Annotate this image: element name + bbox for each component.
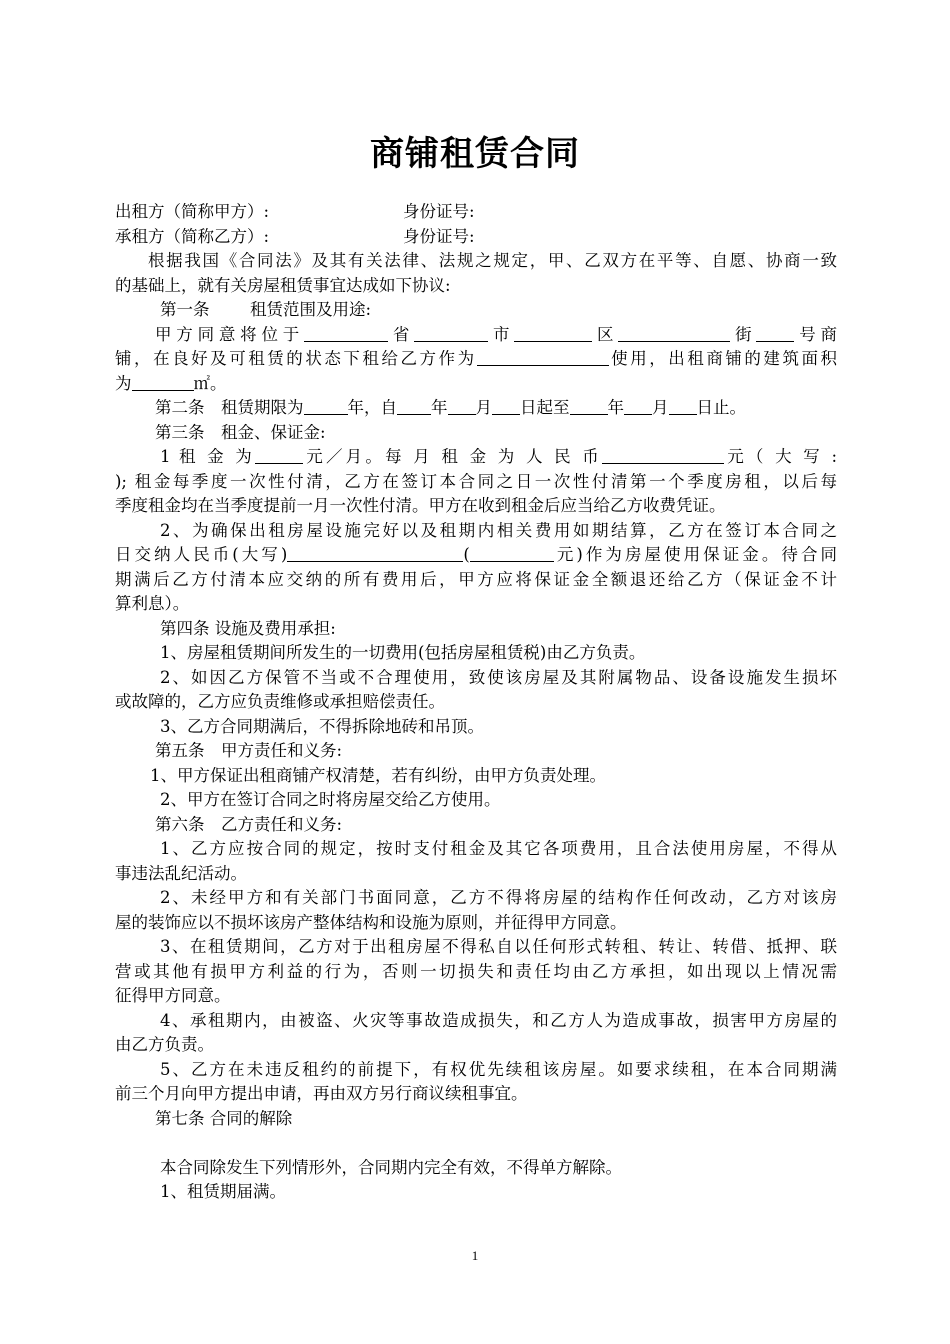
city-blank	[414, 324, 488, 342]
number-blank	[756, 324, 794, 342]
article-1-line-2: 铺，在良好及可租赁的状态下租给乙方作为 使用，出租商铺的建筑面积	[115, 349, 837, 368]
street-blank	[618, 324, 730, 342]
end-month-blank	[624, 397, 652, 415]
lessor-label: 出租方（简称甲方）:	[115, 202, 270, 221]
article-3-rent-line-1: 1 租 金 为 元／月。每 月 租 金 为 人 民 币 元（ 大 写 :	[160, 447, 837, 466]
article-7-heading: 第七条 合同的解除	[155, 1108, 293, 1128]
article-6-item-3a: 3、在租赁期间，乙方对于出租房屋不得私自以任何形式转租、转让、转借、抵押、联	[160, 937, 837, 956]
article-6-item-5a: 5、乙方在未违反租约的前提下，有权优先续租该房屋。如要求续租，在本合同期满	[160, 1059, 837, 1079]
start-month-blank	[448, 397, 476, 415]
article-4-heading: 第四条 设施及费用承担:	[160, 618, 336, 638]
article-1-title: 租赁范围及用途:	[250, 300, 372, 319]
rent-monthly-blank	[255, 446, 303, 464]
article-6-item-3b: 营或其他有损甲方利益的行为，否则一切损失和责任均由乙方承担，如出现以上情况需	[115, 961, 837, 981]
article-5-item-1: 1、甲方保证出租商铺产权清楚，若有纠纷，由甲方负责处理。	[150, 765, 606, 785]
article-6-item-3c: 征得甲方同意。	[115, 986, 231, 1005]
end-year-blank	[570, 397, 608, 415]
page-number: 1	[471, 1248, 479, 1263]
article-6-item-1b: 事违法乱纪活动。	[115, 863, 247, 883]
area-blank	[132, 373, 194, 391]
district-blank	[514, 324, 592, 342]
end-day-blank	[669, 397, 697, 415]
article-6-item-2a: 2、未经甲方和有关部门书面同意，乙方不得将房屋的结构作任何改动，乙方对该房	[160, 888, 837, 907]
article-5-heading: 第五条 甲方责任和义务:	[155, 741, 343, 760]
article-6-heading: 第六条 乙方责任和义务:	[155, 814, 343, 834]
article-1-number: 第一条	[160, 300, 210, 319]
article-1-line-3: 为 ㎡。	[115, 373, 227, 393]
start-day-blank	[492, 397, 520, 415]
lessee-label: 承租方（简称乙方）:	[115, 226, 270, 246]
article-6-item-1a: 1、乙方应按合同的规定，按时支付租金及其它各项费用，且合法使用房屋，不得从	[160, 839, 837, 858]
article-3-rent-line-3: 季度租金均在当季度提前一月一次性付清。甲方在收到租金后应当给乙方收费凭证。	[115, 496, 726, 515]
deposit-words-blank	[287, 544, 463, 562]
start-year-blank	[397, 397, 431, 415]
article-6-item-4a: 4、承租期内，由被盗、火灾等事故造成损失，和乙方人为造成事故，损害甲方房屋的	[160, 1010, 837, 1030]
article-6-item-4b: 由乙方负责。	[115, 1035, 214, 1054]
article-3-deposit-line-3: 期满后乙方付清本应交纳的所有费用后，甲方应将保证金全额退还给乙方（保证金不计	[115, 569, 837, 589]
deposit-amount-blank	[470, 544, 554, 562]
preamble-line-1: 根据我国《合同法》及其有关法律、法规之规定，甲、乙双方在平等、自愿、协商一致	[148, 251, 837, 270]
usage-blank	[477, 348, 609, 366]
lessor-line	[115, 200, 837, 225]
article-4-item-3: 3、乙方合同期满后，不得拆除地砖和吊顶。	[160, 716, 484, 736]
blank-line	[115, 1131, 837, 1156]
article-4-item-2b: 或故障的，乙方应负责维修或承担赔偿责任。	[115, 692, 445, 711]
preamble-line-2: 的基础上，就有关房屋租赁事宜达成如下协议:	[115, 275, 451, 295]
province-blank	[304, 324, 388, 342]
article-5-item-2: 2、甲方在签订合同之时将房屋交给乙方使用。	[160, 790, 501, 809]
article-3-heading: 第三条 租金、保证金:	[155, 422, 326, 442]
lessee-id-label: 身份证号:	[403, 226, 475, 246]
article-3-deposit-line-2: 日交纳人民币(大写) ( 元)作为房屋使用保证金。待合同	[115, 545, 837, 564]
article-3-deposit-line-1: 2、为确保出租房屋设施完好以及租期内相关费用如期结算，乙方在签订本合同之	[160, 520, 837, 540]
term-years-blank	[304, 397, 348, 415]
article-6-item-2b: 屋的装饰应以不损坏该房产整体结构和设施为原则，并征得甲方同意。	[115, 912, 627, 932]
article-2-line: 第二条 租赁期限为 年，自 年 月 日起至 年 月 日止。	[155, 398, 746, 417]
article-3-deposit-line-4: 算利息）。	[115, 594, 190, 613]
article-3-rent-line-2: ); 租金每季度一次性付清，乙方在签订本合同之日一次性付清第一个季度房租，以后每	[115, 471, 837, 491]
lessee-line	[115, 225, 837, 250]
document-title: 商铺租赁合同	[370, 134, 580, 174]
article-4-item-2a: 2、如因乙方保管不当或不合理使用，致使该房屋及其附属物品、设备设施发生损坏	[160, 667, 837, 687]
article-4-item-1: 1、房屋租赁期间所发生的一切费用(包括房屋租赁税)由乙方负责。	[160, 643, 646, 662]
contract-body	[115, 200, 837, 1205]
article-7-intro: 本合同除发生下列情形外，合同期内完全有效，不得单方解除。	[160, 1157, 622, 1177]
article-1-heading	[115, 298, 837, 323]
article-7-item-1: 1、租赁期届满。	[160, 1182, 286, 1201]
rent-rmb-blank	[602, 446, 724, 464]
article-1-line-1: 甲方同意将位于 省 市 区 街 号商	[155, 324, 837, 344]
article-6-item-5b: 前三个月向甲方提出申请，再由双方另行商议续租事宜。	[115, 1084, 528, 1103]
lessor-id-label: 身份证号:	[403, 202, 475, 221]
